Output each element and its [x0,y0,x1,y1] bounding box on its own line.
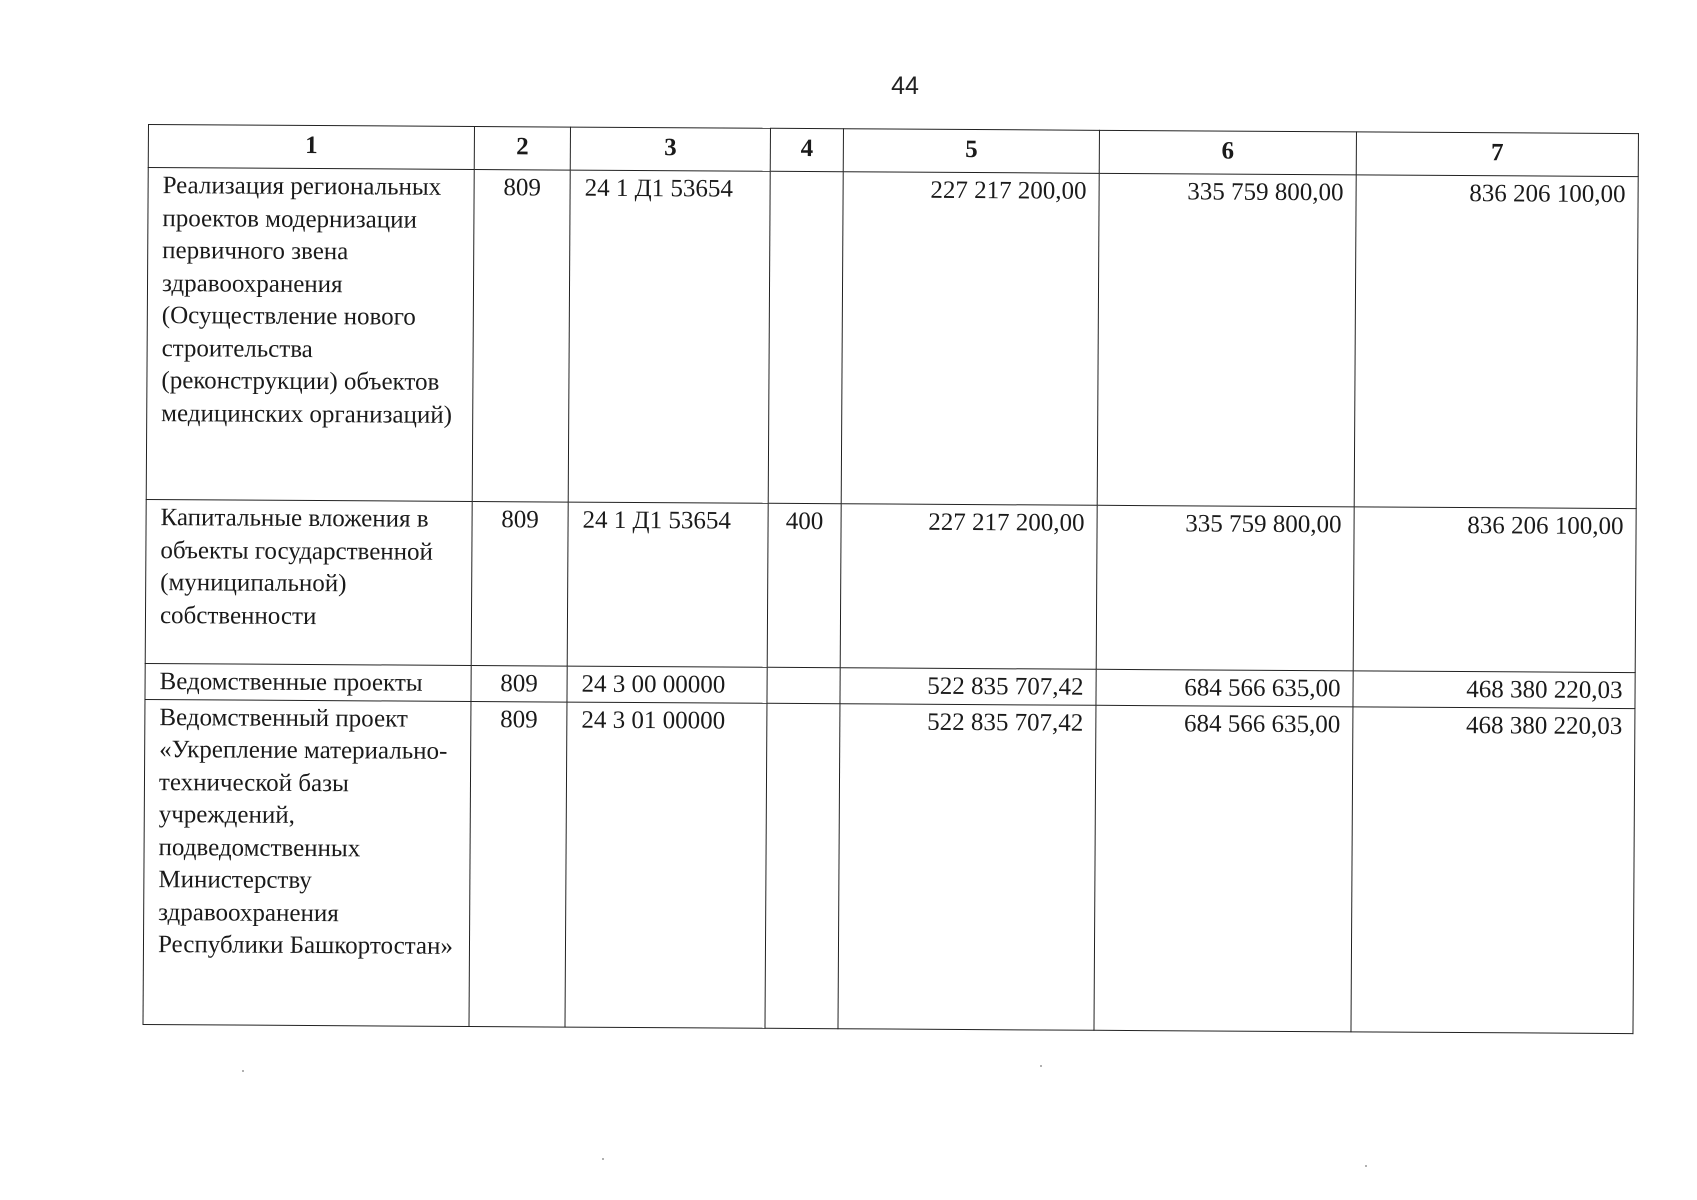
table-row [146,168,1638,509]
row-target-code: 24 3 01 00000 [565,702,767,1028]
row-amount-6: 684 566 635,00 [1096,669,1353,706]
scan-speck [242,1070,244,1072]
header-col-7: 7 [1356,132,1638,177]
scan-speck [1040,1065,1042,1067]
row-ministry-code: 809 [469,701,567,1027]
row-amount-7: 468 380 220,03 [1353,671,1635,708]
row-amount-5: 227 217 200,00 [840,504,1097,670]
header-col-4: 4 [770,128,843,171]
row-name: Ведомственные проекты [145,663,471,700]
row-name: Реализация региональных проектов модернизации первичного звена здравоохранения (Осуществление нового строительства (реконструкции) объектов медицинских организаций) [146,168,474,502]
header-col-3: 3 [570,127,770,171]
row-expense-type [765,703,840,1028]
row-name: Ведомственный проект «Укрепление материально-технической базы учреждений, подведомственных Министерству здравоохранения Республики Башкортостан» [143,699,471,1026]
row-amount-7: 468 380 220,03 [1351,706,1635,1033]
header-col-2: 2 [474,126,570,170]
row-target-code: 24 1 Д1 53654 [567,502,768,667]
row-target-code: 24 1 Д1 53654 [568,170,770,503]
header-col-1: 1 [148,125,474,170]
row-ministry-code: 809 [471,501,568,666]
scan-speck [602,1158,604,1160]
table-row [145,499,1636,672]
row-name: Капитальные вложения в объекты государственной (муниципальной) собственности [145,499,472,665]
row-amount-6: 335 759 800,00 [1097,173,1356,507]
row-amount-5: 227 217 200,00 [841,172,1099,506]
budget-table-container [142,124,1637,1034]
row-target-code: 24 3 00 00000 [567,666,767,703]
row-amount-5: 522 835 707,42 [838,703,1096,1030]
row-expense-type [768,171,843,503]
row-amount-6: 335 759 800,00 [1096,505,1354,671]
row-amount-7: 836 206 100,00 [1353,507,1636,673]
row-amount-6: 684 566 635,00 [1094,705,1353,1032]
row-ministry-code: 809 [471,665,567,701]
row-expense-type [767,667,840,703]
row-amount-7: 836 206 100,00 [1354,175,1638,509]
header-col-6: 6 [1099,130,1356,175]
scan-speck [1365,1165,1367,1167]
budget-table [142,124,1638,1034]
row-amount-5: 522 835 707,42 [840,668,1096,705]
table-row [143,699,1635,1033]
header-col-5: 5 [843,129,1099,174]
page-number: 44 [891,72,919,100]
row-expense-type: 400 [767,503,841,667]
row-ministry-code: 809 [472,169,570,502]
